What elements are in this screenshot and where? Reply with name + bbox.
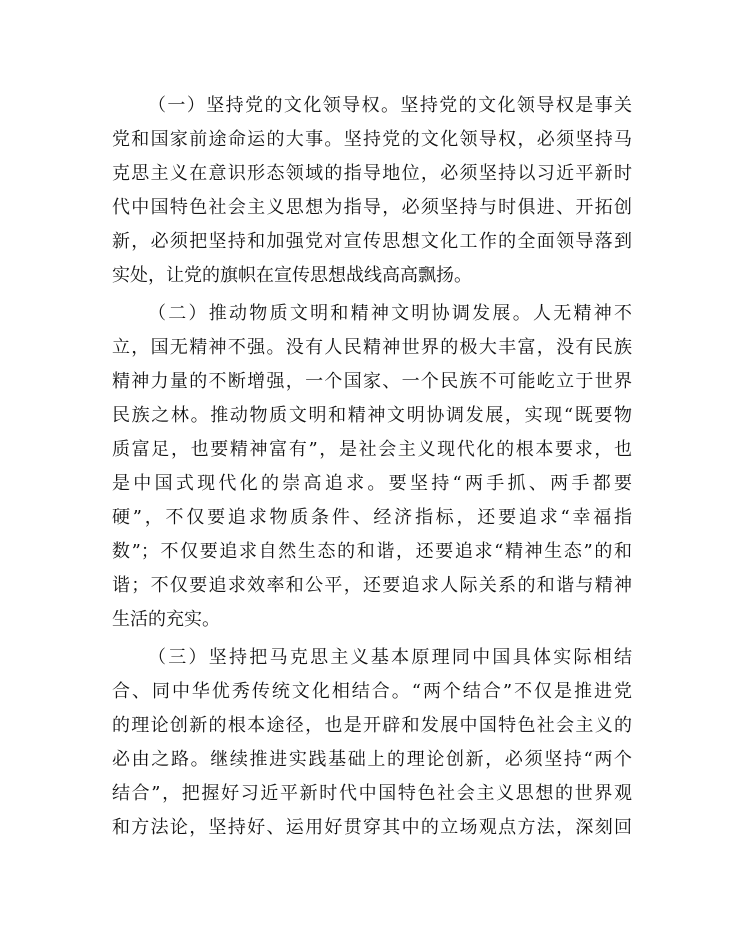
paragraph-3 (112, 641, 632, 845)
paragraph-line: 新，必须把坚持和加强党对宣传思想文化工作的全面领导落到 (112, 231, 632, 252)
paragraph-line: 硬”，不仅要追求物质条件、经济指标，还要追求“幸福指 (112, 507, 632, 528)
paragraph-line: 谐；不仅要追求效率和公平，还要追求人际关系的和谐与精神 (112, 575, 632, 596)
paragraph-line: 生活的充实。 (112, 609, 220, 630)
paragraph-line: 是中国式现代化的崇高追求。要坚持“两手抓、两手都要 (112, 473, 632, 494)
paragraph-line: 实处，让党的旗帜在宣传思想战线高高飘扬。 (112, 265, 472, 286)
paragraph-line: 合、同中华优秀传统文化相结合。“两个结合”不仅是推进党 (112, 681, 632, 702)
paragraph-line: （一）坚持党的文化领导权。坚持党的文化领导权是事关 (148, 95, 632, 116)
paragraph-line: 精神力量的不断增强，一个国家、一个民族不可能屹立于世界 (112, 371, 632, 392)
paragraph-1 (112, 89, 632, 293)
paragraph-line: 民族之林。推动物质文明和精神文明协调发展，实现“既要物 (112, 405, 632, 426)
paragraph-line: 必由之路。继续推进实践基础上的理论创新，必须坚持“两个 (112, 749, 632, 770)
paragraph-line: 克思主义在意识形态领域的指导地位，必须坚持以习近平新时 (112, 163, 632, 184)
paragraph-line: 党和国家前途命运的大事。坚持党的文化领导权，必须坚持马 (112, 129, 632, 150)
paragraph-line: 数”；不仅要追求自然生态的和谐，还要追求“精神生态”的和 (112, 541, 632, 562)
paragraph-line: 结合”，把握好习近平新时代中国特色社会主义思想的世界观 (112, 783, 632, 804)
paragraph-line: 代中国特色社会主义思想为指导，必须坚持与时俱进、开拓创 (112, 197, 632, 218)
paragraph-2 (112, 297, 632, 637)
paragraph-line: 的理论创新的根本途径，也是开辟和发展中国特色社会主义的 (112, 715, 632, 736)
paragraph-line: 质富足，也要精神富有”，是社会主义现代化的根本要求，也 (112, 439, 632, 460)
paragraph-line: 和方法论，坚持好、运用好贯穿其中的立场观点方法，深刻回 (112, 817, 632, 838)
paragraph-line: 立，国无精神不强。没有人民精神世界的极大丰富，没有民族 (112, 337, 632, 358)
paragraph-line: （二）推动物质文明和精神文明协调发展。人无精神不 (148, 303, 632, 324)
paragraph-line: （三）坚持把马克思主义基本原理同中国具体实际相结 (148, 647, 632, 668)
